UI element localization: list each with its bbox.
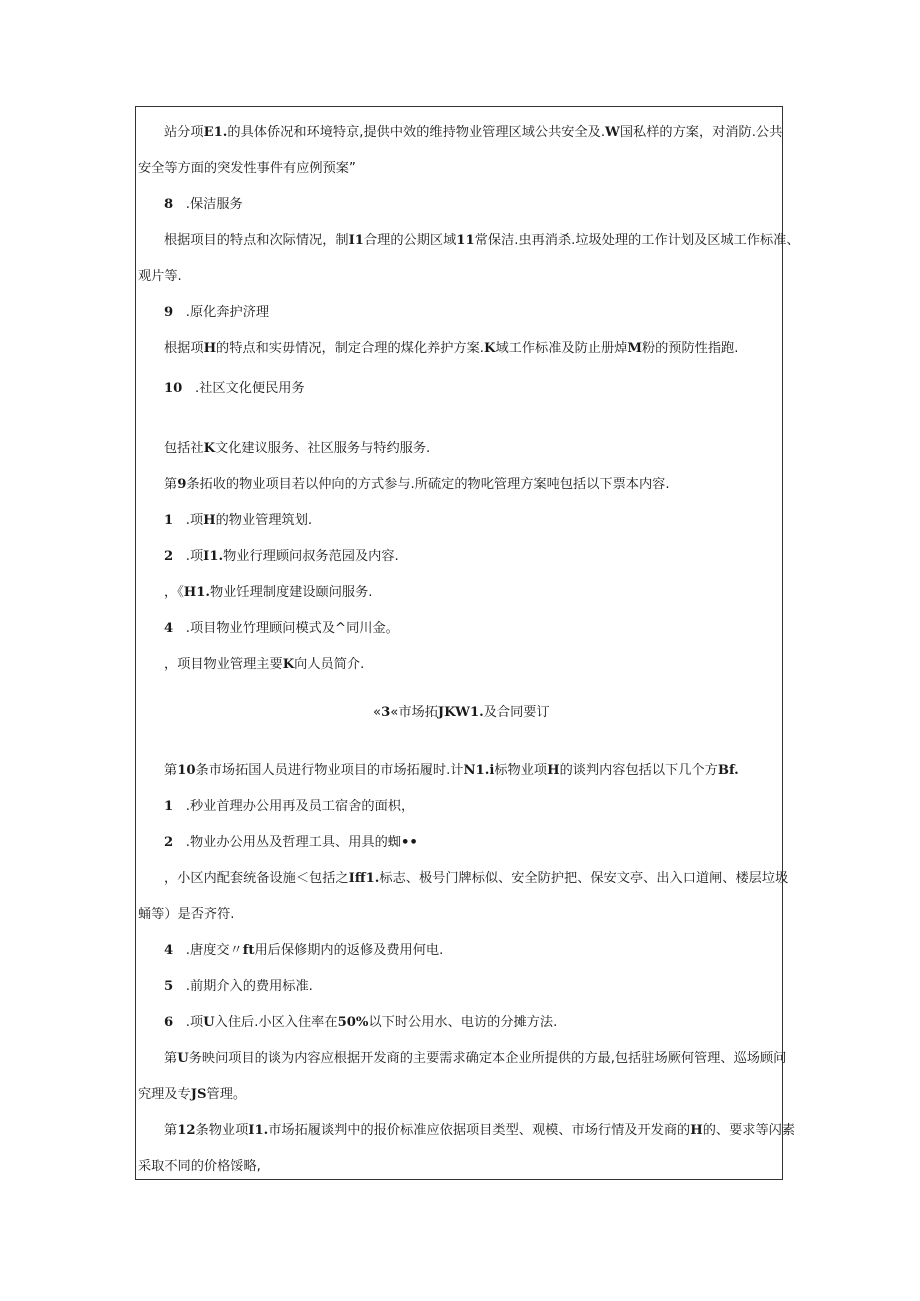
paragraph-security-plan: 站分项E1.的具体侨况和环境特京,提供中效的维持物业管理区域公共安全及.W国私样的方案，对消防.公共 [164,125,783,140]
negotiation-item-5: 5 .前期介入的费用标准. [164,979,313,994]
list-item-1: 1 .项H的物业管理筑划. [164,513,313,528]
article-11-cont: 究理及专JS管理。 [138,1087,247,1102]
section-title: «3«市场拓JKW1.及合同要订 [373,705,550,720]
negotiation-item-1: 1 .秒业首理办公用再及员工宿舍的面枳， [164,799,415,814]
article-11: 第U务映问项目的谈为内容应根据开发商的主要需求确定本企业所提供的方最,包括驻场厥何管理、巡场顾问 [164,1051,787,1066]
paragraph-cleaning: 根据项目的特点和次际情况，制I1合理的公期区域11常保洁.虫再消杀.垃圾处理的工作计划及区城工作标准、 [164,233,800,248]
negotiation-item-3-cont: 蛹等）是否齐符. [138,907,235,922]
list-item-2: 2 .项I1.物业行理顾问叔务范园及内容. [164,549,399,564]
article-12: 第12条物业项I1.市场拓履谈判中的报价标准应依据项目类型、观模、市场行情及开发商的H的、要求等闪素 [164,1123,796,1138]
paragraph-security-plan-cont: 安全等方面的突发性事件有应例预案” [138,161,356,176]
list-item-3: ，《H1.物业饪理制度建设颐问服务. [164,585,373,600]
heading-9: 9 .原化奔护济理 [164,305,270,320]
heading-8: 8 .保洁服务 [164,197,243,212]
negotiation-item-2: 2 .物业办公用丛及哲理工具、用具的蜘•• [164,835,418,850]
negotiation-item-3: ，小区内配套统备设施＜包括之Iff1.标志、极号门牌标似、安全防护把、保安文亭、出入口道闸、楼层垃圾 [164,871,789,886]
paragraph-cleaning-cont: 观片等. [138,269,182,284]
negotiation-item-4: 4 .唐度交〃ft用后保修期内的返修及费用何电. [164,943,444,958]
list-item-4: 4 .项目物业竹理顾问模式及^同川金。 [164,621,399,636]
article-9: 第9条拓收的物业项目若以仲向的方式参与.所硫定的物叱管理方案吨包括以下票本内容. [164,477,670,492]
list-item-5: ，项目物业管理主要K向人员简介. [164,657,365,672]
paragraph-community: 包括社K文化建议服务、社区服务与特约服务. [164,441,431,456]
article-10: 第10条市场拓国人员进行物业项目的市场拓履时.计N1.i标物业项H的谈判内容包括以下几个方Bf. [164,763,739,778]
negotiation-item-6: 6 .项U入住后.小区入住率在50%以下时公用水、电访的分摊方法. [164,1015,558,1030]
heading-10: 10 .社区文化便民用务 [164,381,305,396]
paragraph-greening: 根据项H的特点和实毋情况，制定合理的煤化养护方案.K域工作标准及防止册焯M粉的预防性指跑. [164,341,739,356]
article-12-cont: 采取不同的价格馁略, [138,1159,261,1174]
